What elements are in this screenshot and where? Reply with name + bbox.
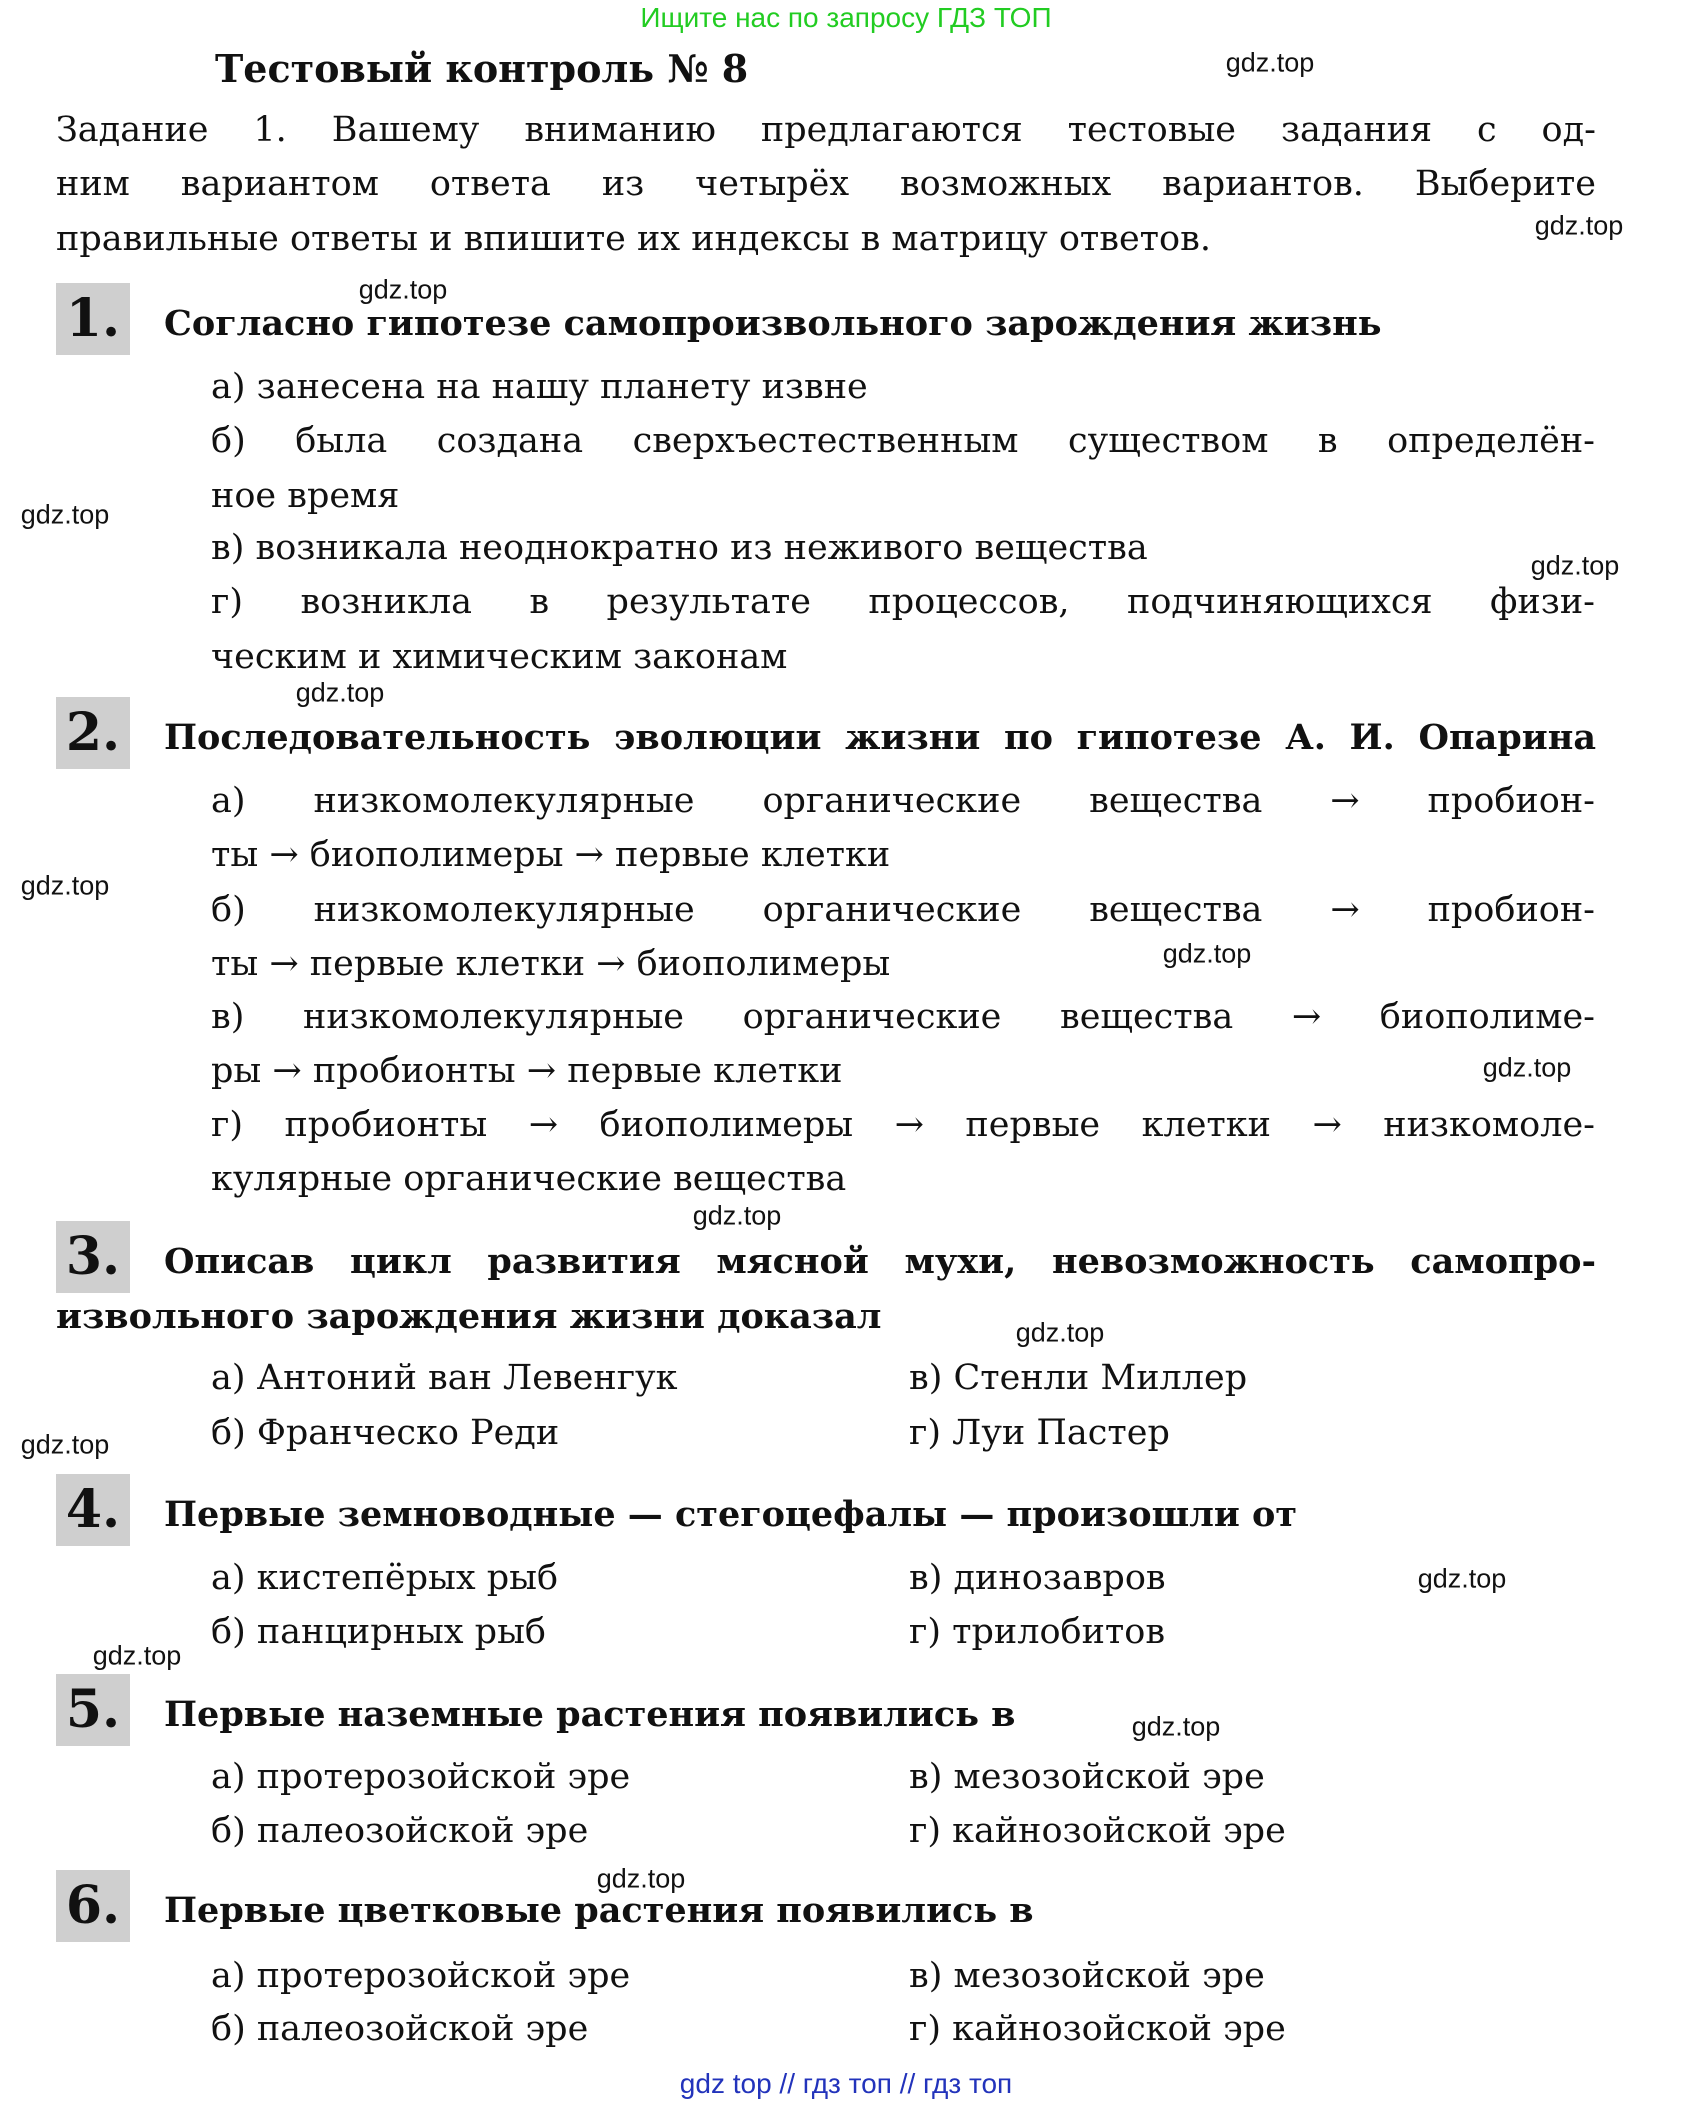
option: б) палеозойской эре [211,2009,589,2049]
option: ты → первые клетки → биополимеры [211,944,891,984]
option: в) мезозойской эре [909,1757,1265,1797]
option: а) занесена на нашу планету извне [211,367,868,407]
option: а) протерозойской эре [211,1757,631,1797]
question-number: 5. [56,1674,130,1746]
option: в) мезозойской эре [909,1956,1265,1996]
search-banner[interactable]: Ищите нас по запросу ГДЗ ТОП [640,2,1052,33]
option: а) Антоний ван Левенгук [211,1358,678,1398]
option: в) Стенли Миллер [909,1358,1248,1398]
option: г) кайнозойской эре [909,1811,1286,1851]
option: б) низкомолекулярные органические вещества → пробион- [211,890,1595,930]
page-title: Тестовый контроль № 8 [215,46,749,91]
option: кулярные органические вещества [211,1159,847,1199]
task-intro-line: ним вариантом ответа из четырёх возможных вариантов. Выберите [56,164,1596,204]
question-number: 3. [56,1221,130,1293]
option: ное время [211,476,400,516]
watermark: gdz.top [295,677,385,708]
question-number: 6. [56,1870,130,1942]
question-number: 1. [56,283,130,355]
watermark: gdz.top [20,499,110,530]
question-text: Первые цветковые растения появились в [164,1890,1034,1931]
option: б) была создана сверхъестественным существом в определён- [211,421,1595,461]
option: в) динозавров [909,1558,1166,1598]
option: а) кистепёрых рыб [211,1558,559,1598]
question-text: извольного зарождения жизни доказал [56,1296,882,1337]
watermark: gdz.top [1225,47,1315,78]
question-text: Последовательность эволюции жизни по гипотезе А. И. Опарина [164,717,1596,758]
option: ры → пробионты → первые клетки [211,1051,843,1091]
option: г) Луи Пастер [909,1413,1170,1453]
option: а) протерозойской эре [211,1956,631,1996]
watermark: gdz.top [20,1429,110,1460]
question-number: 4. [56,1474,130,1546]
question-number: 2. [56,697,130,769]
watermark: gdz.top [1417,1563,1507,1594]
watermark: gdz.top [92,1640,182,1671]
option: б) панцирных рыб [211,1612,546,1652]
option: а) низкомолекулярные органические вещества → пробион- [211,781,1595,821]
watermark: gdz.top [1015,1317,1105,1348]
watermark: gdz.top [1482,1052,1572,1083]
watermark: gdz.top [1131,1711,1221,1742]
watermark: gdz.top [358,274,448,305]
watermark: gdz.top [20,870,110,901]
option: в) низкомолекулярные органические вещества → биополиме- [211,997,1595,1037]
option: г) пробионты → биополимеры → первые клетки → низкомоле- [211,1105,1595,1145]
watermark: gdz.top [692,1200,782,1231]
question-text: Согласно гипотезе самопроизвольного зарождения жизнь [164,303,1382,344]
question-text: Описав цикл развития мясной мухи, невозможность самопро- [164,1241,1596,1282]
watermark: gdz.top [596,1863,686,1894]
watermark: gdz.top [1162,938,1252,969]
option: б) палеозойской эре [211,1811,589,1851]
option: б) Франческо Реди [211,1413,560,1453]
option: г) трилобитов [909,1612,1166,1652]
question-text: Первые наземные растения появились в [164,1694,1016,1735]
option: ты → биополимеры → первые клетки [211,835,891,875]
option: г) возникла в результате процессов, подчиняющихся физи- [211,582,1595,622]
option: ческим и химическим законам [211,637,788,677]
option: в) возникала неоднократно из неживого вещества [211,528,1148,568]
task-intro-line: Задание 1. Вашему вниманию предлагаются тестовые задания с од- [56,110,1596,150]
watermark: gdz.top [1534,210,1624,241]
question-text: Первые земноводные — стегоцефалы — произошли от [164,1494,1298,1535]
watermark: gdz.top [1530,550,1620,581]
footer-links[interactable]: gdz top // гдз топ // гдз топ [679,2068,1013,2099]
option: г) кайнозойской эре [909,2009,1286,2049]
task-intro-line: правильные ответы и впишите их индексы в матрицу ответов. [56,219,1211,259]
